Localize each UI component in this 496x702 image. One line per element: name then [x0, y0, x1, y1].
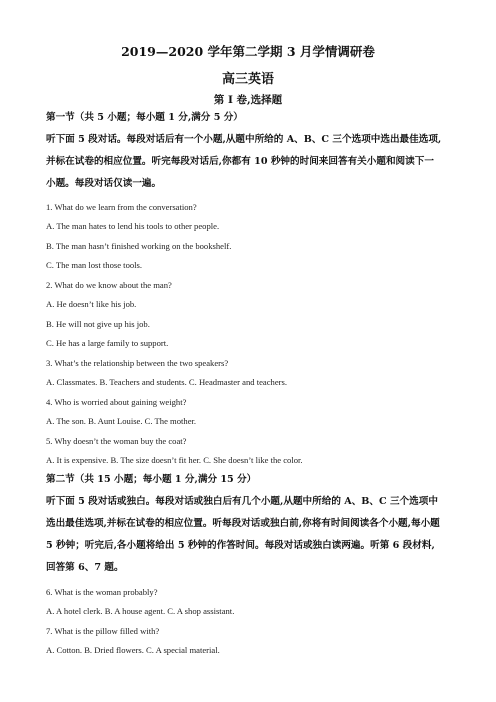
question-4: 4. Who is worried about gaining weight?	[46, 397, 187, 407]
question-2-option-c: C. He has a large family to support.	[46, 338, 169, 348]
exam-subject: 高三英语	[221, 72, 274, 87]
question-1-option-a: A. The man hates to lend his tools to other people.	[46, 221, 220, 231]
question-1-option-c: C. The man lost those tools.	[46, 260, 143, 270]
question-3-options: A. Classmates. B. Teachers and students. C. Headmaster and teachers.	[46, 377, 287, 387]
question-7-options: A. Cotton. B. Dried flowers. C. A special material.	[46, 645, 220, 655]
section1-instruction-3: 小题。每段对话仅读一遍。	[46, 178, 162, 189]
question-6-options: A. A hotel clerk. B. A house agent. C. A shop assistant.	[46, 606, 235, 616]
question-2-option-b: B. He will not give up his job.	[46, 319, 150, 329]
section2-instruction-4: 回答第 6、7 题。	[46, 562, 124, 573]
volume-heading: 第 I 卷,选择题	[213, 94, 283, 106]
section1-instruction-1: 听下面 5 段对话。每段对话后有一个小题,从题中所给的 A、B、C 三个选项中选出最佳选项,	[46, 134, 442, 145]
question-5-options: A. It is expensive. B. The size doesn’t fit her. C. She doesn’t like the color.	[46, 455, 303, 465]
question-1: 1. What do we learn from the conversation?	[46, 202, 197, 212]
exam-title: 2019—2020 学年第二学期 3 月学情调研卷	[121, 44, 375, 59]
section2-instruction-2: 选出最佳选项,并标在试卷的相应位置。听每段对话或独白前,你将有时间阅读各个小题,每小题	[46, 518, 440, 529]
section2-heading: 第二节（共 15 小题；每小题 1 分,满分 15 分）	[46, 474, 257, 485]
question-1-option-b: B. The man hasn’t finished working on the bookshelf.	[46, 241, 232, 251]
question-2: 2. What do we know about the man?	[46, 280, 172, 290]
question-4-options: A. The son. B. Aunt Louise. C. The mother.	[46, 416, 197, 426]
question-3: 3. What’s the relationship between the two speakers?	[46, 358, 229, 368]
question-7: 7. What is the pillow filled with?	[46, 626, 160, 636]
section1-heading: 第一节（共 5 小题；每小题 1 分,满分 5 分）	[46, 112, 243, 123]
question-6: 6. What is the woman probably?	[46, 587, 158, 597]
section2-instruction-1: 听下面 5 段对话或独白。每段对话或独白后有几个小题,从题中所给的 A、B、C 三个选项中	[46, 496, 438, 507]
question-5: 5. Why doesn’t the woman buy the coat?	[46, 436, 187, 446]
section2-instruction-3: 5 秒钟；听完后,各小题将给出 5 秒钟的作答时间。每段对话或独白读两遍。听第 6 段材料,	[46, 540, 435, 551]
section1-instruction-2: 并标在试卷的相应位置。听完每段对话后,你都有 10 秒钟的时间来回答有关小题和阅读下一	[46, 156, 434, 167]
question-2-option-a: A. He doesn’t like his job.	[46, 299, 137, 309]
